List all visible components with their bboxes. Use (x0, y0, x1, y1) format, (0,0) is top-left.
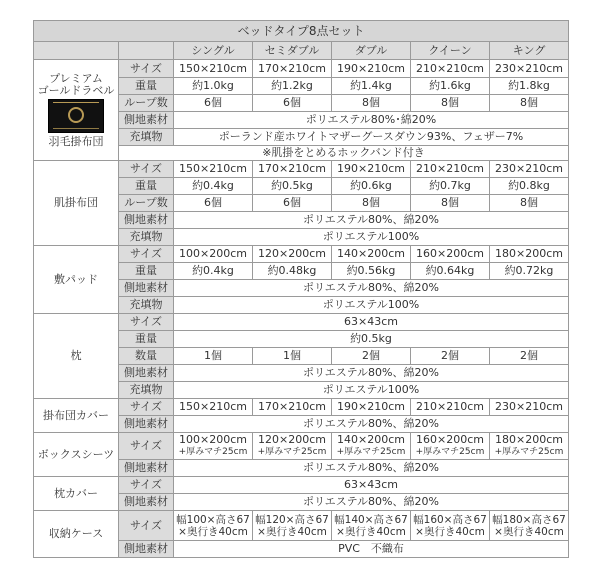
size-line: 140×200cm (337, 433, 405, 446)
cover-size-row (34, 399, 569, 416)
pillow-category: 枕 (34, 314, 119, 399)
header-blank (34, 42, 119, 60)
size-line: ×奥行き40cm (494, 525, 564, 538)
pillow-size-row (34, 314, 569, 331)
cell (332, 433, 411, 460)
cell: ポリエステル80%、綿20% (174, 280, 569, 297)
premium-name-line1: プレミアム (49, 71, 103, 85)
cell: ポリエステル80%、綿20% (174, 494, 569, 511)
cell: 230×210cm (490, 399, 569, 416)
row-label: 重量 (119, 178, 174, 195)
size-line: +厚みマチ25cm (494, 447, 564, 457)
cell: 190×210cm (332, 399, 411, 416)
cell: 8個 (490, 95, 569, 112)
cell: 約1.0kg (174, 78, 253, 95)
cell: 100×200cm (174, 246, 253, 263)
pillowcover-size-row (34, 477, 569, 494)
size-line: +厚みマチ25cm (178, 447, 248, 457)
cell (174, 433, 253, 460)
size-line: ×奥行き40cm (336, 525, 406, 538)
cell: ポリエステル80%、綿20% (174, 416, 569, 433)
cell: 170×210cm (253, 161, 332, 178)
row-label: 重量 (119, 263, 174, 280)
cell: 160×200cm (411, 246, 490, 263)
row-label: 充填物 (119, 297, 174, 314)
cell: 約1.8kg (490, 78, 569, 95)
cell: 190×210cm (332, 60, 411, 78)
cell: 8個 (490, 195, 569, 212)
row-label: サイズ (119, 399, 174, 416)
cell: 約0.56kg (332, 263, 411, 280)
hadagake-category: 肌掛布団 (34, 161, 119, 246)
row-label: サイズ (119, 161, 174, 178)
row-label: ループ数 (119, 95, 174, 112)
cell: 210×210cm (411, 399, 490, 416)
premium-category (34, 60, 119, 161)
cell: 2個 (411, 348, 490, 365)
cell: ポリエステル100% (174, 382, 569, 399)
cell: ポリエステル80%･綿20% (174, 112, 569, 129)
cell: 63×43cm (174, 314, 569, 331)
cell: 1個 (174, 348, 253, 365)
cell (411, 433, 490, 460)
cell (253, 511, 332, 541)
row-label: 側地素材 (119, 212, 174, 229)
cell: ポリエステル100% (174, 297, 569, 314)
cover-category: 掛布団カバー (34, 399, 119, 433)
cell: 120×200cm (253, 246, 332, 263)
cell: 約0.6kg (332, 178, 411, 195)
row-label: サイズ (119, 246, 174, 263)
cell: 170×210cm (253, 60, 332, 78)
row-label: 充填物 (119, 129, 174, 146)
cell (332, 511, 411, 541)
cell: 約1.6kg (411, 78, 490, 95)
cell: ポリエステル80%、綿20% (174, 460, 569, 477)
cell: 230×210cm (490, 60, 569, 78)
storage-size-row (34, 511, 569, 541)
cell: 6個 (253, 195, 332, 212)
size-line: ×奥行き40cm (178, 525, 248, 538)
size-line: 120×200cm (258, 433, 326, 446)
size-header: セミダブル (253, 42, 332, 60)
row-label: 側地素材 (119, 280, 174, 297)
boxsheet-category: ボックスシーツ (34, 433, 119, 477)
cell: 2個 (490, 348, 569, 365)
header-blank-2 (119, 42, 174, 60)
cell: 2個 (332, 348, 411, 365)
cell: 約0.5kg (174, 331, 569, 348)
cell: 約0.7kg (411, 178, 490, 195)
cell: 180×200cm (490, 246, 569, 263)
cell: 約0.72kg (490, 263, 569, 280)
premium-size-row (34, 60, 569, 78)
row-label: 側地素材 (119, 494, 174, 511)
size-line: 幅180×高さ67 (492, 513, 566, 526)
size-line: ×奥行き40cm (415, 525, 485, 538)
gold-label-logo (48, 99, 104, 133)
cell: 約0.4kg (174, 263, 253, 280)
row-label: 充填物 (119, 382, 174, 399)
cell: 6個 (174, 95, 253, 112)
boxsheet-size-row (34, 433, 569, 460)
row-label: 重量 (119, 78, 174, 95)
row-label: 重量 (119, 331, 174, 348)
cell: 6個 (174, 195, 253, 212)
row-label: 側地素材 (119, 460, 174, 477)
size-header: キング (490, 42, 569, 60)
size-header-row (34, 42, 569, 60)
row-label: 側地素材 (119, 112, 174, 129)
cell: 1個 (253, 348, 332, 365)
cell (490, 511, 569, 541)
row-label: サイズ (119, 314, 174, 331)
cell: 150×210cm (174, 60, 253, 78)
size-header: シングル (174, 42, 253, 60)
cell: 約1.2kg (253, 78, 332, 95)
size-header: クイーン (411, 42, 490, 60)
premium-name-line3: 羽毛掛布団 (48, 134, 104, 148)
cell: 8個 (332, 95, 411, 112)
cell: ポリエステル80%、綿20% (174, 212, 569, 229)
size-line: 180×200cm (495, 433, 563, 446)
cell: 190×210cm (332, 161, 411, 178)
cell: 約0.48kg (253, 263, 332, 280)
row-label: サイズ (119, 511, 174, 541)
row-label: 側地素材 (119, 416, 174, 433)
size-line: 100×200cm (179, 433, 247, 446)
cell: 210×210cm (411, 161, 490, 178)
cell: 8個 (411, 95, 490, 112)
title-row (34, 21, 569, 42)
size-line: 幅140×高さ67 (334, 513, 408, 526)
cell (411, 511, 490, 541)
row-label: 数量 (119, 348, 174, 365)
size-line: 幅160×高さ67 (413, 513, 487, 526)
cell: 140×200cm (332, 246, 411, 263)
row-label: 充填物 (119, 229, 174, 246)
cell: 63×43cm (174, 477, 569, 494)
pillowcover-category: 枕カバー (34, 477, 119, 511)
cell: 約0.8kg (490, 178, 569, 195)
row-label: 側地素材 (119, 365, 174, 382)
cell: 8個 (332, 195, 411, 212)
cell: 210×210cm (411, 60, 490, 78)
row-label: サイズ (119, 60, 174, 78)
cell: 約0.4kg (174, 178, 253, 195)
cell: 230×210cm (490, 161, 569, 178)
cell: ポリエステル100% (174, 229, 569, 246)
premium-note: ※肌掛をとめるホックバンド付き (119, 146, 569, 161)
size-line: 幅100×高さ67 (176, 513, 250, 526)
row-label: サイズ (119, 433, 174, 460)
size-line: ×奥行き40cm (257, 525, 327, 538)
size-line: +厚みマチ25cm (415, 447, 485, 457)
size-line: 幅120×高さ67 (255, 513, 329, 526)
cell: 約0.5kg (253, 178, 332, 195)
cell: 約1.4kg (332, 78, 411, 95)
cell: 6個 (253, 95, 332, 112)
cell: 170×210cm (253, 399, 332, 416)
row-label: ループ数 (119, 195, 174, 212)
cell: ポーランド産ホワイトマザーグースダウン93%、フェザー7% (174, 129, 569, 146)
pad-size-row (34, 246, 569, 263)
size-line: +厚みマチ25cm (257, 447, 327, 457)
cell (253, 433, 332, 460)
size-header: ダブル (332, 42, 411, 60)
cell: ポリエステル80%、綿20% (174, 365, 569, 382)
premium-name-line2: ゴールドラベル (37, 83, 115, 97)
pad-category: 敷パッド (34, 246, 119, 314)
row-label: 側地素材 (119, 541, 174, 558)
row-label: サイズ (119, 477, 174, 494)
storage-category: 収納ケース (34, 511, 119, 558)
cell (490, 433, 569, 460)
size-line: +厚みマチ25cm (336, 447, 406, 457)
cell: 8個 (411, 195, 490, 212)
cell (174, 511, 253, 541)
cell: 150×210cm (174, 399, 253, 416)
table-title: ベッドタイプ8点セット (34, 21, 569, 42)
hadagake-size-row (34, 161, 569, 178)
size-line: 160×200cm (416, 433, 484, 446)
cell: 約0.64kg (411, 263, 490, 280)
cell: 150×210cm (174, 161, 253, 178)
spec-table (33, 20, 569, 558)
cell: PVC 不織布 (174, 541, 569, 558)
